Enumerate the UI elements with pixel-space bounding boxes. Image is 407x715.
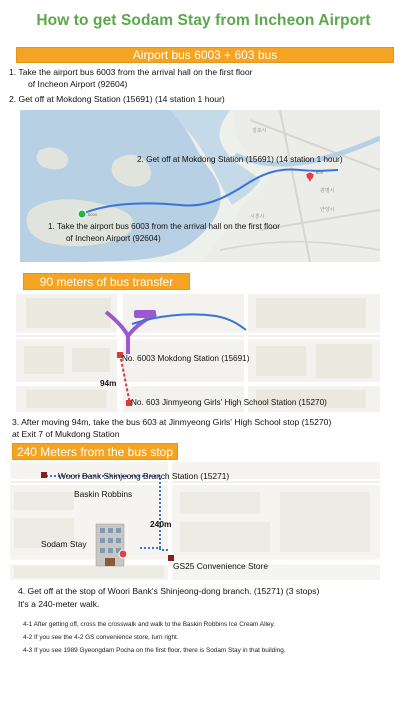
map-label-94m: 94m — [100, 379, 117, 388]
svg-text:김포시: 김포시 — [252, 128, 267, 134]
section3-banner: 240 Meters from the bus stop — [12, 443, 178, 460]
svg-text:6003: 6003 — [88, 212, 97, 217]
section1-banner: Airport bus 6003 + 603 bus — [16, 47, 394, 63]
step2-text: 2. Get off at Mokdong Station (15691) (14 station 1 hour) — [9, 94, 225, 104]
map-label-240m: 240m — [150, 519, 172, 529]
step4-text-line2: It's a 240-meter walk. — [18, 599, 100, 609]
step1-text-line2: of Incheon Airport (92604) — [28, 79, 128, 89]
step3-text-line2: at Exit 7 of Mukdong Station — [12, 429, 120, 439]
step1-text-line1: 1. Take the airport bus 6003 from the arrival hall on the first floor — [9, 67, 253, 77]
step3-text-line1: 3. After moving 94m, take the bus 603 at Jinmyeong Girls' High School stop (15270) — [12, 417, 332, 427]
map-label-baskin-robbins: Baskin Robbins — [74, 489, 133, 499]
svg-text:안양시: 안양시 — [320, 207, 335, 213]
map-label-gs25: GS25 Convenience Store — [173, 561, 268, 571]
page-title: How to get Sodam Stay from Incheon Airport — [36, 12, 371, 29]
map-label-sodam-stay: Sodam Stay — [41, 539, 87, 549]
map-label-woori-bank: Woori Bank Shinjeong Branch Station (15271) — [58, 471, 230, 481]
route-map-walk — [10, 462, 380, 580]
substep-4-3: 4-3 If you see 1989 Gyeongdam Pocha on the first floor, there is Sodam Stay in that building. — [23, 647, 286, 654]
section2-banner: 90 meters of bus transfer — [23, 273, 190, 290]
route-map-transfer — [16, 294, 380, 412]
svg-text:광명시: 광명시 — [320, 188, 335, 194]
step4-text-line1: 4. Get off at the stop of Woori Bank's Shinjeong-dong branch. (15271) (3 stops) — [18, 586, 320, 596]
map-label-take-bus-line1: 1. Take the airport bus 6003 from the arrival hall on the first floor — [48, 222, 280, 231]
svg-text:시흥시: 시흥시 — [250, 214, 265, 220]
substep-4-1: 4-1 After getting off, cross the crosswalk and walk to the Baskin Robbins Ice Cream Alley. — [23, 621, 275, 628]
substep-4-2: 4-2 If you see the 4-2 GS convenience store, turn right. — [23, 634, 179, 641]
map-label-get-off: 2. Get off at Mokdong Station (15691) (14 station 1 hour) — [137, 155, 343, 164]
map-label-6003-stop: No. 6003 Mokdong Station (15691) — [122, 354, 250, 363]
svg-text:603: 603 — [316, 170, 323, 175]
map-label-603-stop: No. 603 Jinmyeong Girls' High School Station (15270) — [131, 398, 327, 407]
map-label-take-bus-line2: of Incheon Airport (92604) — [66, 234, 161, 243]
route-map-airport — [20, 110, 380, 262]
